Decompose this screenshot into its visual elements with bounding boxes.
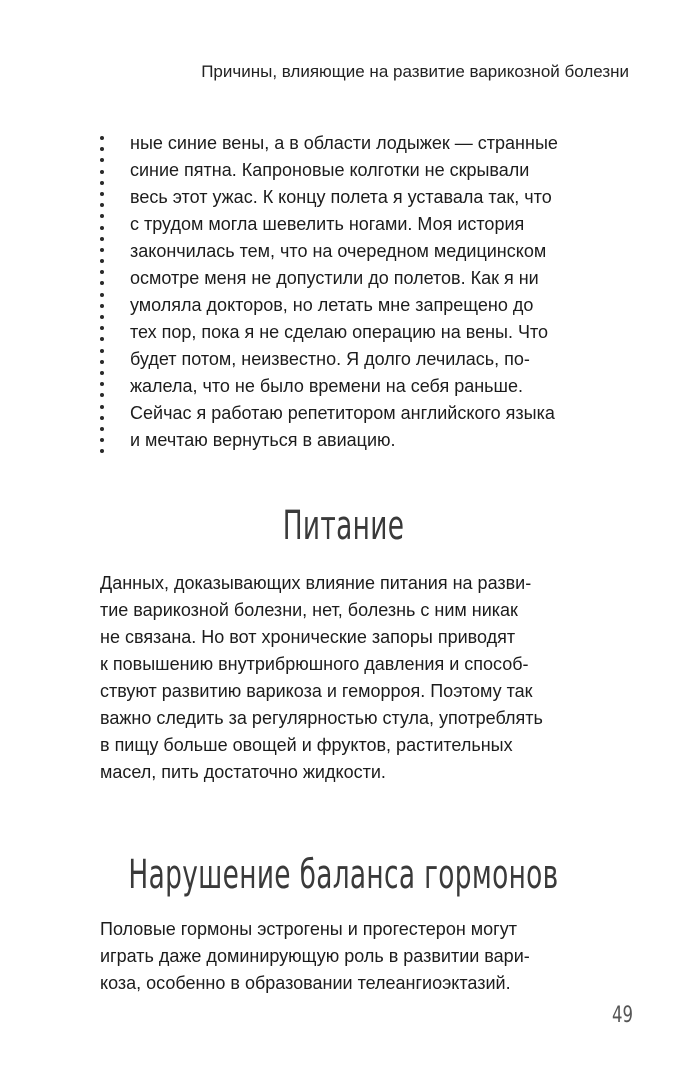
quote-line: синие пятна. Капроновые колготки не скрывали [130,160,530,180]
quote-line: осмотре меня не допустили до полетов. Как я ни [130,268,539,288]
rule-dot [100,158,104,162]
dotted-margin-rule [100,136,104,453]
rule-dot [100,237,104,241]
rule-dot [100,170,104,174]
quote-line: ные синие вены, а в области лодыжек — странные [130,133,558,153]
paragraph-line: играть даже доминирующую роль в развитии вари- [100,946,530,966]
rule-dot [100,449,104,453]
rule-dot [100,349,104,353]
rule-dot [100,147,104,151]
paragraph-line: Данных, доказывающих влияние питания на разви- [100,573,532,593]
paragraph-line: важно следить за регулярностью стула, употреблять [100,708,543,728]
rule-dot [100,259,104,263]
paragraph-line: коза, особенно в образовании телеангиоэктазий. [100,973,511,993]
rule-dot [100,136,104,140]
paragraph-line: в пищу больше овощей и фруктов, растительных [100,735,513,755]
rule-dot [100,293,104,297]
quote-line: умоляла докторов, но летать мне запрещено до [130,295,534,315]
rule-dot [100,192,104,196]
rule-dot [100,326,104,330]
paragraph-line: не связана. Но вот хронические запоры приводят [100,627,516,647]
rule-dot [100,281,104,285]
rule-dot [100,214,104,218]
paragraph-line: к повышению внутрибрюшного давления и способ- [100,654,529,674]
quote-line: с трудом могла шевелить ногами. Моя история [130,214,525,234]
rule-dot [100,270,104,274]
rule-dot [100,405,104,409]
rule-dot [100,226,104,230]
rule-dot [100,315,104,319]
quote-line: закончилась тем, что на очередном медицинском [130,241,547,261]
rule-dot [100,304,104,308]
rule-dot [100,416,104,420]
paragraph-line: тие варикозной болезни, нет, болезнь с ним никак [100,600,518,620]
quote-line: Сейчас я работаю репетитором английского языка [130,403,555,423]
section-heading-hormones: Нарушение баланса гормонов [128,852,559,898]
rule-dot [100,248,104,252]
rule-dot [100,360,104,364]
rule-dot [100,371,104,375]
paragraph-line: ствуют развитию варикоза и геморроя. Поэтому так [100,681,533,701]
quote-line: весь этот ужас. К концу полета я уставала так, что [130,187,552,207]
running-head: Причины, влияющие на развитие варикозной болезни [201,62,629,81]
quote-line: и мечтаю вернуться в авиацию. [130,430,396,450]
quote-line: жалела, что не было времени на себя раньше. [130,376,524,396]
rule-dot [100,382,104,386]
rule-dot [100,337,104,341]
rule-dot [100,427,104,431]
rule-dot [100,438,104,442]
quote-line: будет потом, неизвестно. Я долго лечилась, по- [130,349,530,369]
paragraph-line: Половые гормоны эстрогены и прогестерон могут [100,919,517,939]
rule-dot [100,203,104,207]
page-number: 49 [612,1003,633,1028]
quote-line: тех пор, пока я не сделаю операцию на вены. Что [130,322,549,342]
rule-dot [100,181,104,185]
section-heading-nutrition: Питание [282,503,405,549]
rule-dot [100,393,104,397]
paragraph-line: масел, пить достаточно жидкости. [100,762,386,782]
